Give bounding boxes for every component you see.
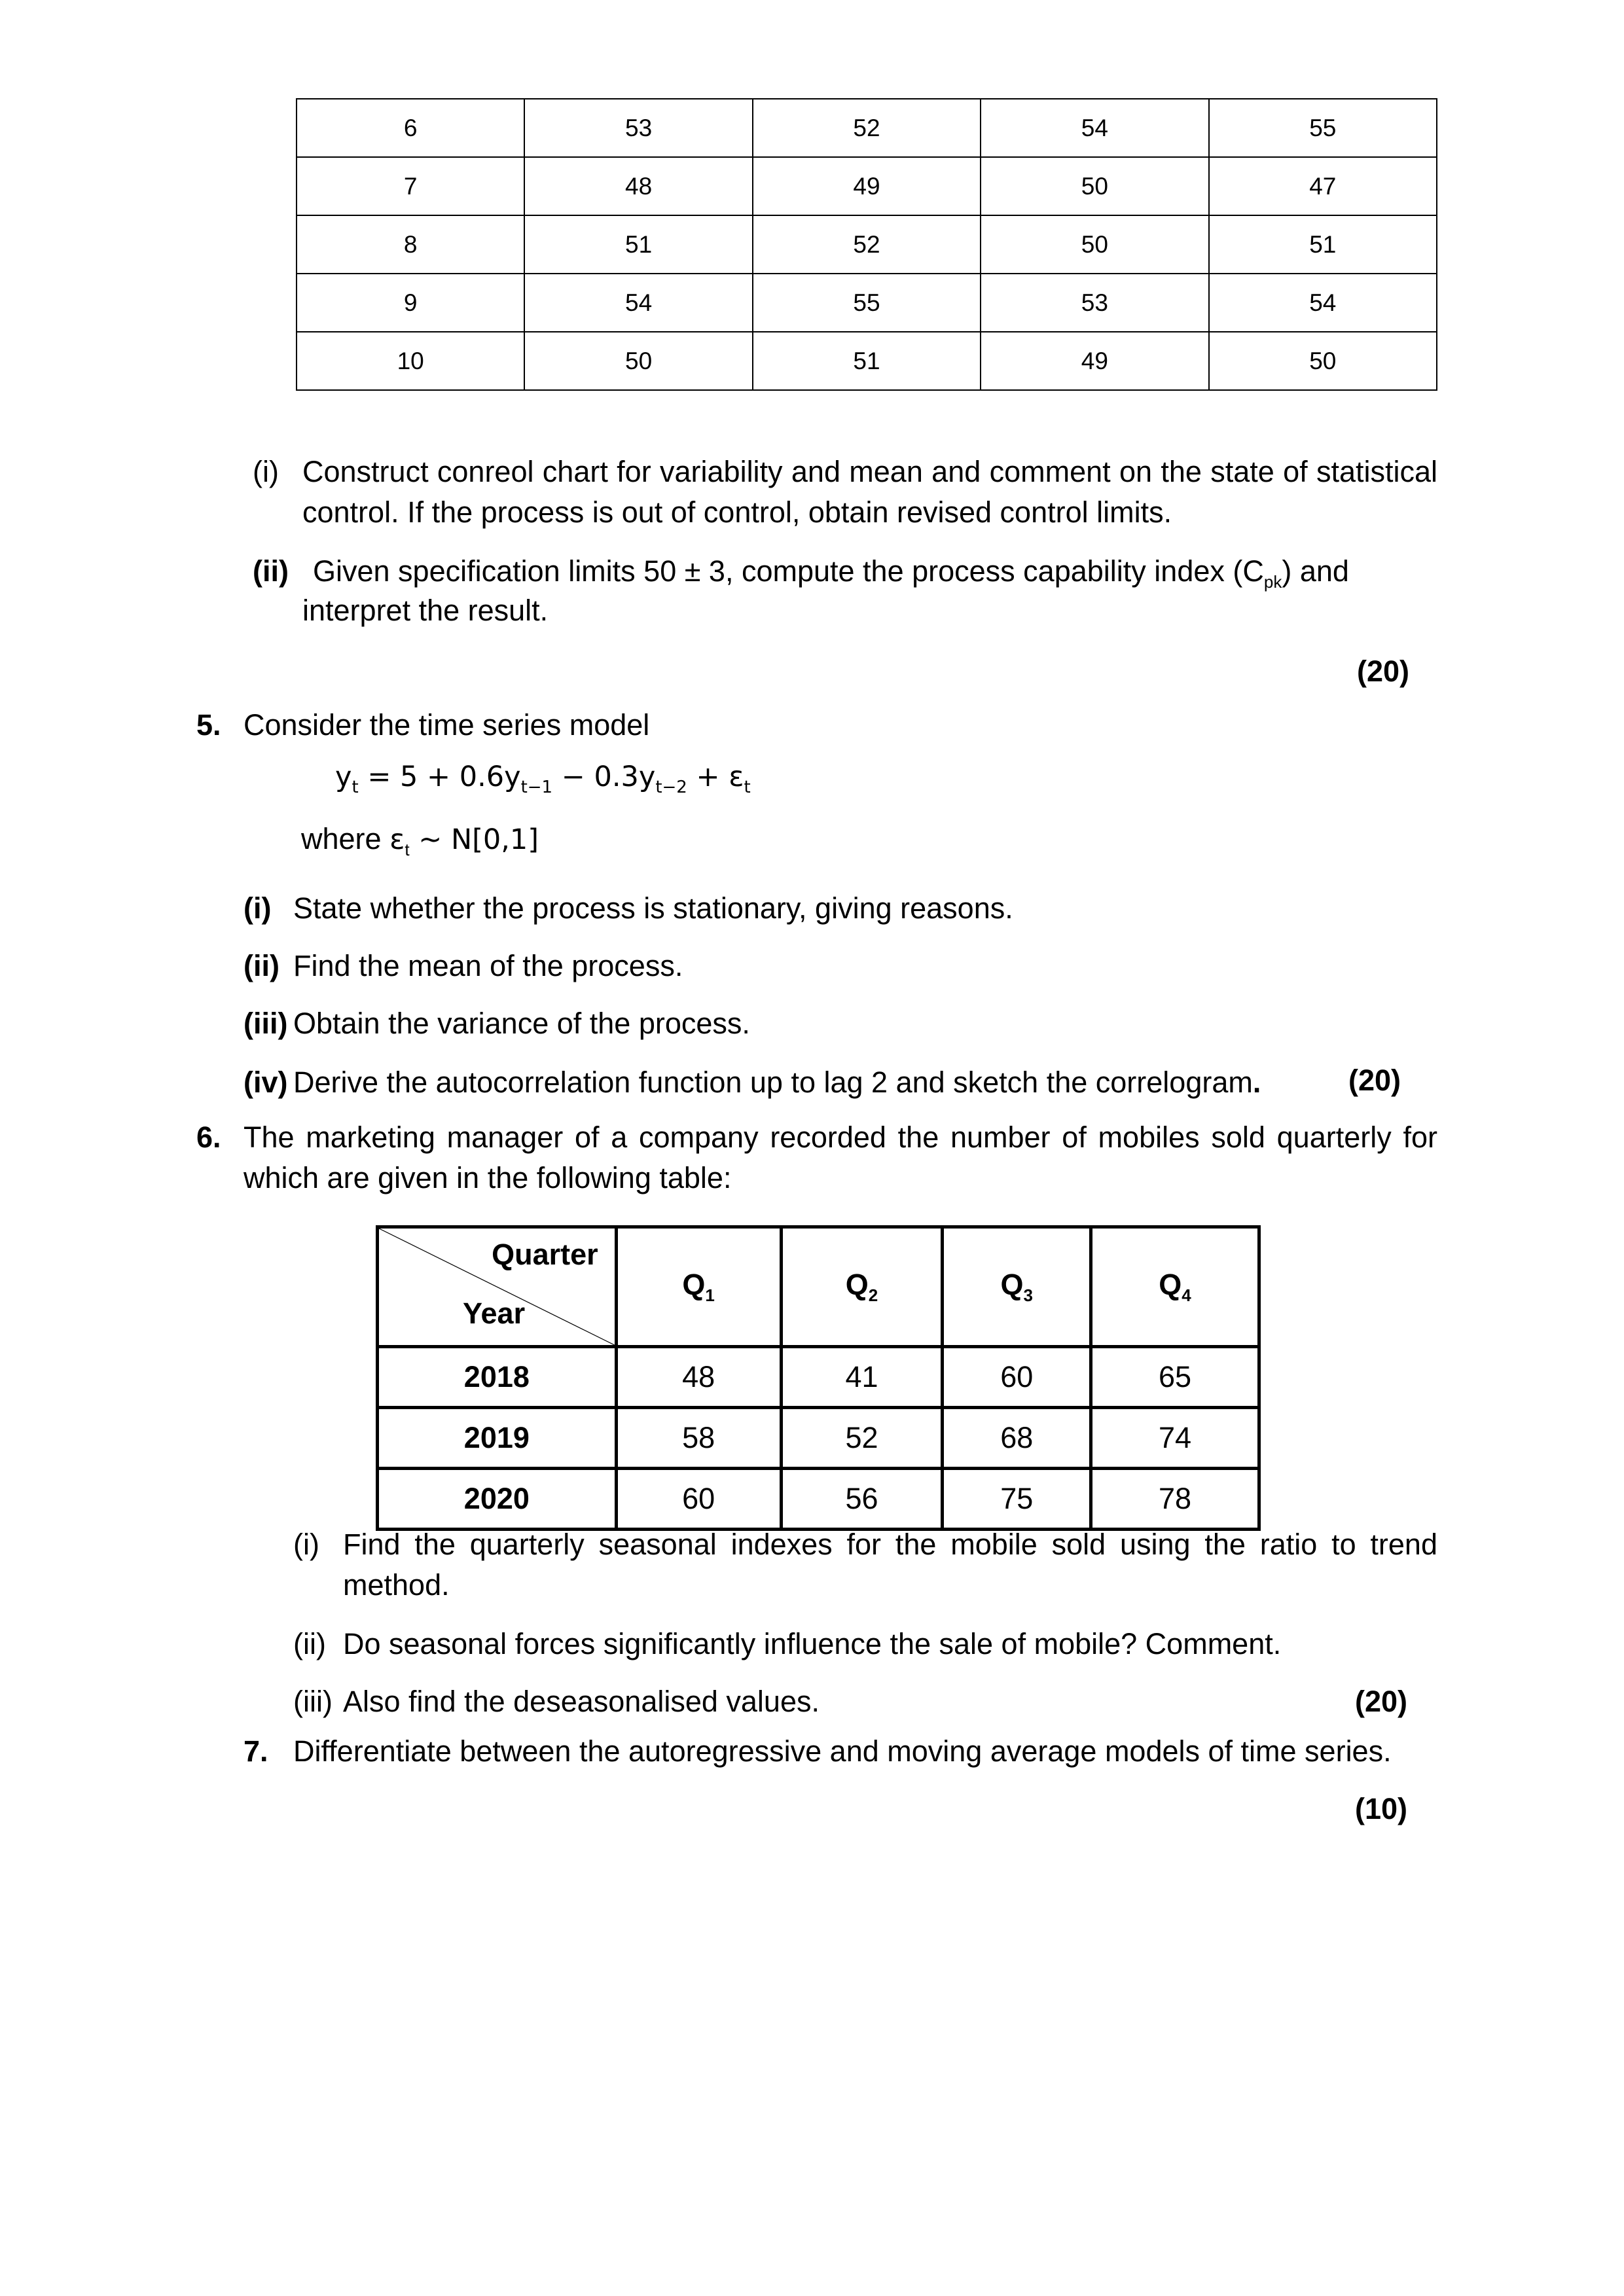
year-label: Year	[463, 1297, 526, 1330]
table-cell: 54	[981, 99, 1208, 157]
q6-ii-label: (ii)	[293, 1627, 326, 1660]
year-cell: 2019	[378, 1408, 617, 1469]
quarter-header-cell	[1091, 1227, 1259, 1347]
eq-lhs: y	[335, 761, 352, 793]
eq-part3: + ε	[687, 761, 744, 793]
q6-ii-text: Do seasonal forces significantly influence the sale of mobile? Comment.	[343, 1627, 1282, 1660]
q7-marks: (10)	[1355, 1792, 1408, 1825]
year-cell: 2018	[378, 1347, 617, 1408]
q5-item-label: (iii)	[244, 1007, 288, 1040]
sample-number-cell: 6	[297, 99, 524, 157]
table-cell: 55	[753, 274, 981, 332]
quarter-sub: 1	[705, 1285, 715, 1305]
q4-i-line2: control. If the process is out of control, obtain revised control limits.	[302, 495, 1172, 529]
q4-ii-label: (ii)	[253, 554, 289, 588]
quarter-base: Q	[1000, 1268, 1024, 1301]
q4-ii-line2: interpret the result.	[302, 594, 549, 627]
q5-item-text	[293, 1066, 1261, 1100]
table-cell: 50	[1209, 332, 1437, 390]
q6-number: 6.	[196, 1121, 221, 1154]
table-row	[297, 215, 1437, 274]
eq-lhs-sub: t	[352, 778, 359, 797]
sales-value-cell: 58	[616, 1408, 781, 1469]
q6-line1: The marketing manager of a company recorded the number of mobiles sold quarterly for	[244, 1121, 1437, 1154]
table-cell: 52	[753, 99, 981, 157]
q5-equation	[335, 761, 751, 797]
table-row	[378, 1347, 1259, 1408]
table-cell: 49	[753, 157, 981, 215]
q5-item-text	[293, 891, 1013, 925]
table-cell: 54	[524, 274, 752, 332]
table-cell: 50	[981, 157, 1208, 215]
sales-value-cell: 74	[1091, 1408, 1259, 1469]
quarter-header-cell	[781, 1227, 943, 1347]
q5-intro: Consider the time series model	[244, 708, 650, 742]
q6-marks: (20)	[1355, 1685, 1408, 1718]
q5-item-text-span: State whether the process is stationary, giving reasons.	[293, 891, 1013, 925]
q4-i-line1: Construct conreol chart for variability and mean and comment on the state of statistical	[302, 455, 1437, 488]
q6-i-label: (i)	[293, 1528, 319, 1561]
quarter-base: Q	[1159, 1268, 1182, 1301]
q5-where	[301, 822, 539, 860]
table-row	[297, 157, 1437, 215]
q5-item-label: (iv)	[244, 1066, 288, 1099]
eq-sub1: t−1	[520, 778, 553, 797]
sample-number-cell: 8	[297, 215, 524, 274]
quarter-sub: 3	[1023, 1285, 1033, 1305]
sample-number-cell: 9	[297, 274, 524, 332]
q5-item-text-span: Find the mean of the process.	[293, 949, 683, 982]
q7-number: 7.	[244, 1734, 268, 1768]
eq-sub3: t	[744, 778, 751, 797]
sales-value-cell: 52	[781, 1408, 943, 1469]
year-cell: 2020	[378, 1469, 617, 1530]
q5-item-text	[293, 949, 683, 983]
table-cell: 52	[753, 215, 981, 274]
table-cell: 54	[1209, 274, 1437, 332]
quarter-header-cell	[943, 1227, 1091, 1347]
observations-table-body	[297, 99, 1437, 390]
q6-iii-text: Also find the deseasonalised values.	[343, 1685, 820, 1718]
q5-item-end: .	[1252, 1066, 1261, 1099]
eq-part2: − 0.3y	[552, 761, 656, 793]
where-text: where	[301, 822, 382, 855]
q4-ii-line1-a: Given specification limits 50 ± 3, compute the process capability index (C	[313, 554, 1264, 588]
mobile-sales-table-body	[378, 1227, 1259, 1530]
mobile-sales-table	[376, 1225, 1261, 1531]
sales-value-cell: 60	[943, 1347, 1091, 1408]
q5-number: 5.	[196, 708, 221, 742]
q5-item-label: (i)	[244, 891, 272, 925]
quarter-label: Quarter	[492, 1238, 598, 1271]
quarter-sub: 2	[868, 1285, 878, 1305]
q5-item-text-span: Derive the autocorrelation function up to lag 2 and sketch the correlogram	[293, 1066, 1253, 1099]
sales-value-cell: 41	[781, 1347, 943, 1408]
sales-value-cell: 68	[943, 1408, 1091, 1469]
eq-part1: = 5 + 0.6y	[358, 761, 521, 793]
q4-ii-line1-b: ) and	[1282, 554, 1349, 588]
sales-value-cell: 56	[781, 1469, 943, 1530]
table-cell: 50	[524, 332, 752, 390]
mobile-sales-header-row	[378, 1227, 1259, 1347]
sales-value-cell: 65	[1091, 1347, 1259, 1408]
table-row	[297, 274, 1437, 332]
q4-ii-line1-sub: pk	[1263, 572, 1282, 592]
sample-number-cell: 10	[297, 332, 524, 390]
q5-item-text	[293, 1007, 750, 1041]
table-cell: 50	[981, 215, 1208, 274]
quarter-sub: 4	[1182, 1285, 1191, 1305]
table-cell: 51	[1209, 215, 1437, 274]
q6-i-line1: Find the quarterly seasonal indexes for the mobile sold using the ratio to trend	[343, 1528, 1437, 1561]
table-cell: 51	[524, 215, 752, 274]
sales-value-cell: 48	[616, 1347, 781, 1408]
quarter-base: Q	[845, 1268, 869, 1301]
table-cell: 55	[1209, 99, 1437, 157]
q7-text: Differentiate between the autoregressive and moving average models of time series.	[293, 1734, 1392, 1768]
q6-line2: which are given in the following table:	[244, 1161, 732, 1194]
sample-number-cell: 7	[297, 157, 524, 215]
where-eps: ε	[389, 823, 405, 856]
table-row	[378, 1469, 1259, 1530]
q6-i-line2: method.	[343, 1568, 450, 1602]
where-eps-sub: t	[405, 840, 410, 859]
table-row	[297, 332, 1437, 390]
q5-item-label: (ii)	[244, 949, 280, 982]
sales-value-cell: 75	[943, 1469, 1091, 1530]
table-cell: 53	[981, 274, 1208, 332]
q4-i-label: (i)	[253, 455, 279, 488]
quarter-base: Q	[682, 1268, 706, 1301]
quarter-header-cell	[616, 1227, 781, 1347]
q6-iii-label: (iii)	[293, 1685, 333, 1718]
corner-header-cell	[378, 1227, 617, 1347]
sales-value-cell: 78	[1091, 1469, 1259, 1530]
eq-sub2: t−2	[655, 778, 687, 797]
q5-marks: (20)	[1348, 1064, 1401, 1097]
table-cell: 47	[1209, 157, 1437, 215]
table-row	[378, 1408, 1259, 1469]
where-dist: ~ N[0,1]	[409, 823, 539, 856]
observations-table	[296, 98, 1437, 391]
table-cell: 53	[524, 99, 752, 157]
table-cell: 48	[524, 157, 752, 215]
q5-item-text-span: Obtain the variance of the process.	[293, 1007, 750, 1040]
q4-ii-line1	[313, 554, 1349, 592]
table-row	[297, 99, 1437, 157]
table-cell: 49	[981, 332, 1208, 390]
table-cell: 51	[753, 332, 981, 390]
sales-value-cell: 60	[616, 1469, 781, 1530]
q4-marks: (20)	[1357, 655, 1410, 688]
